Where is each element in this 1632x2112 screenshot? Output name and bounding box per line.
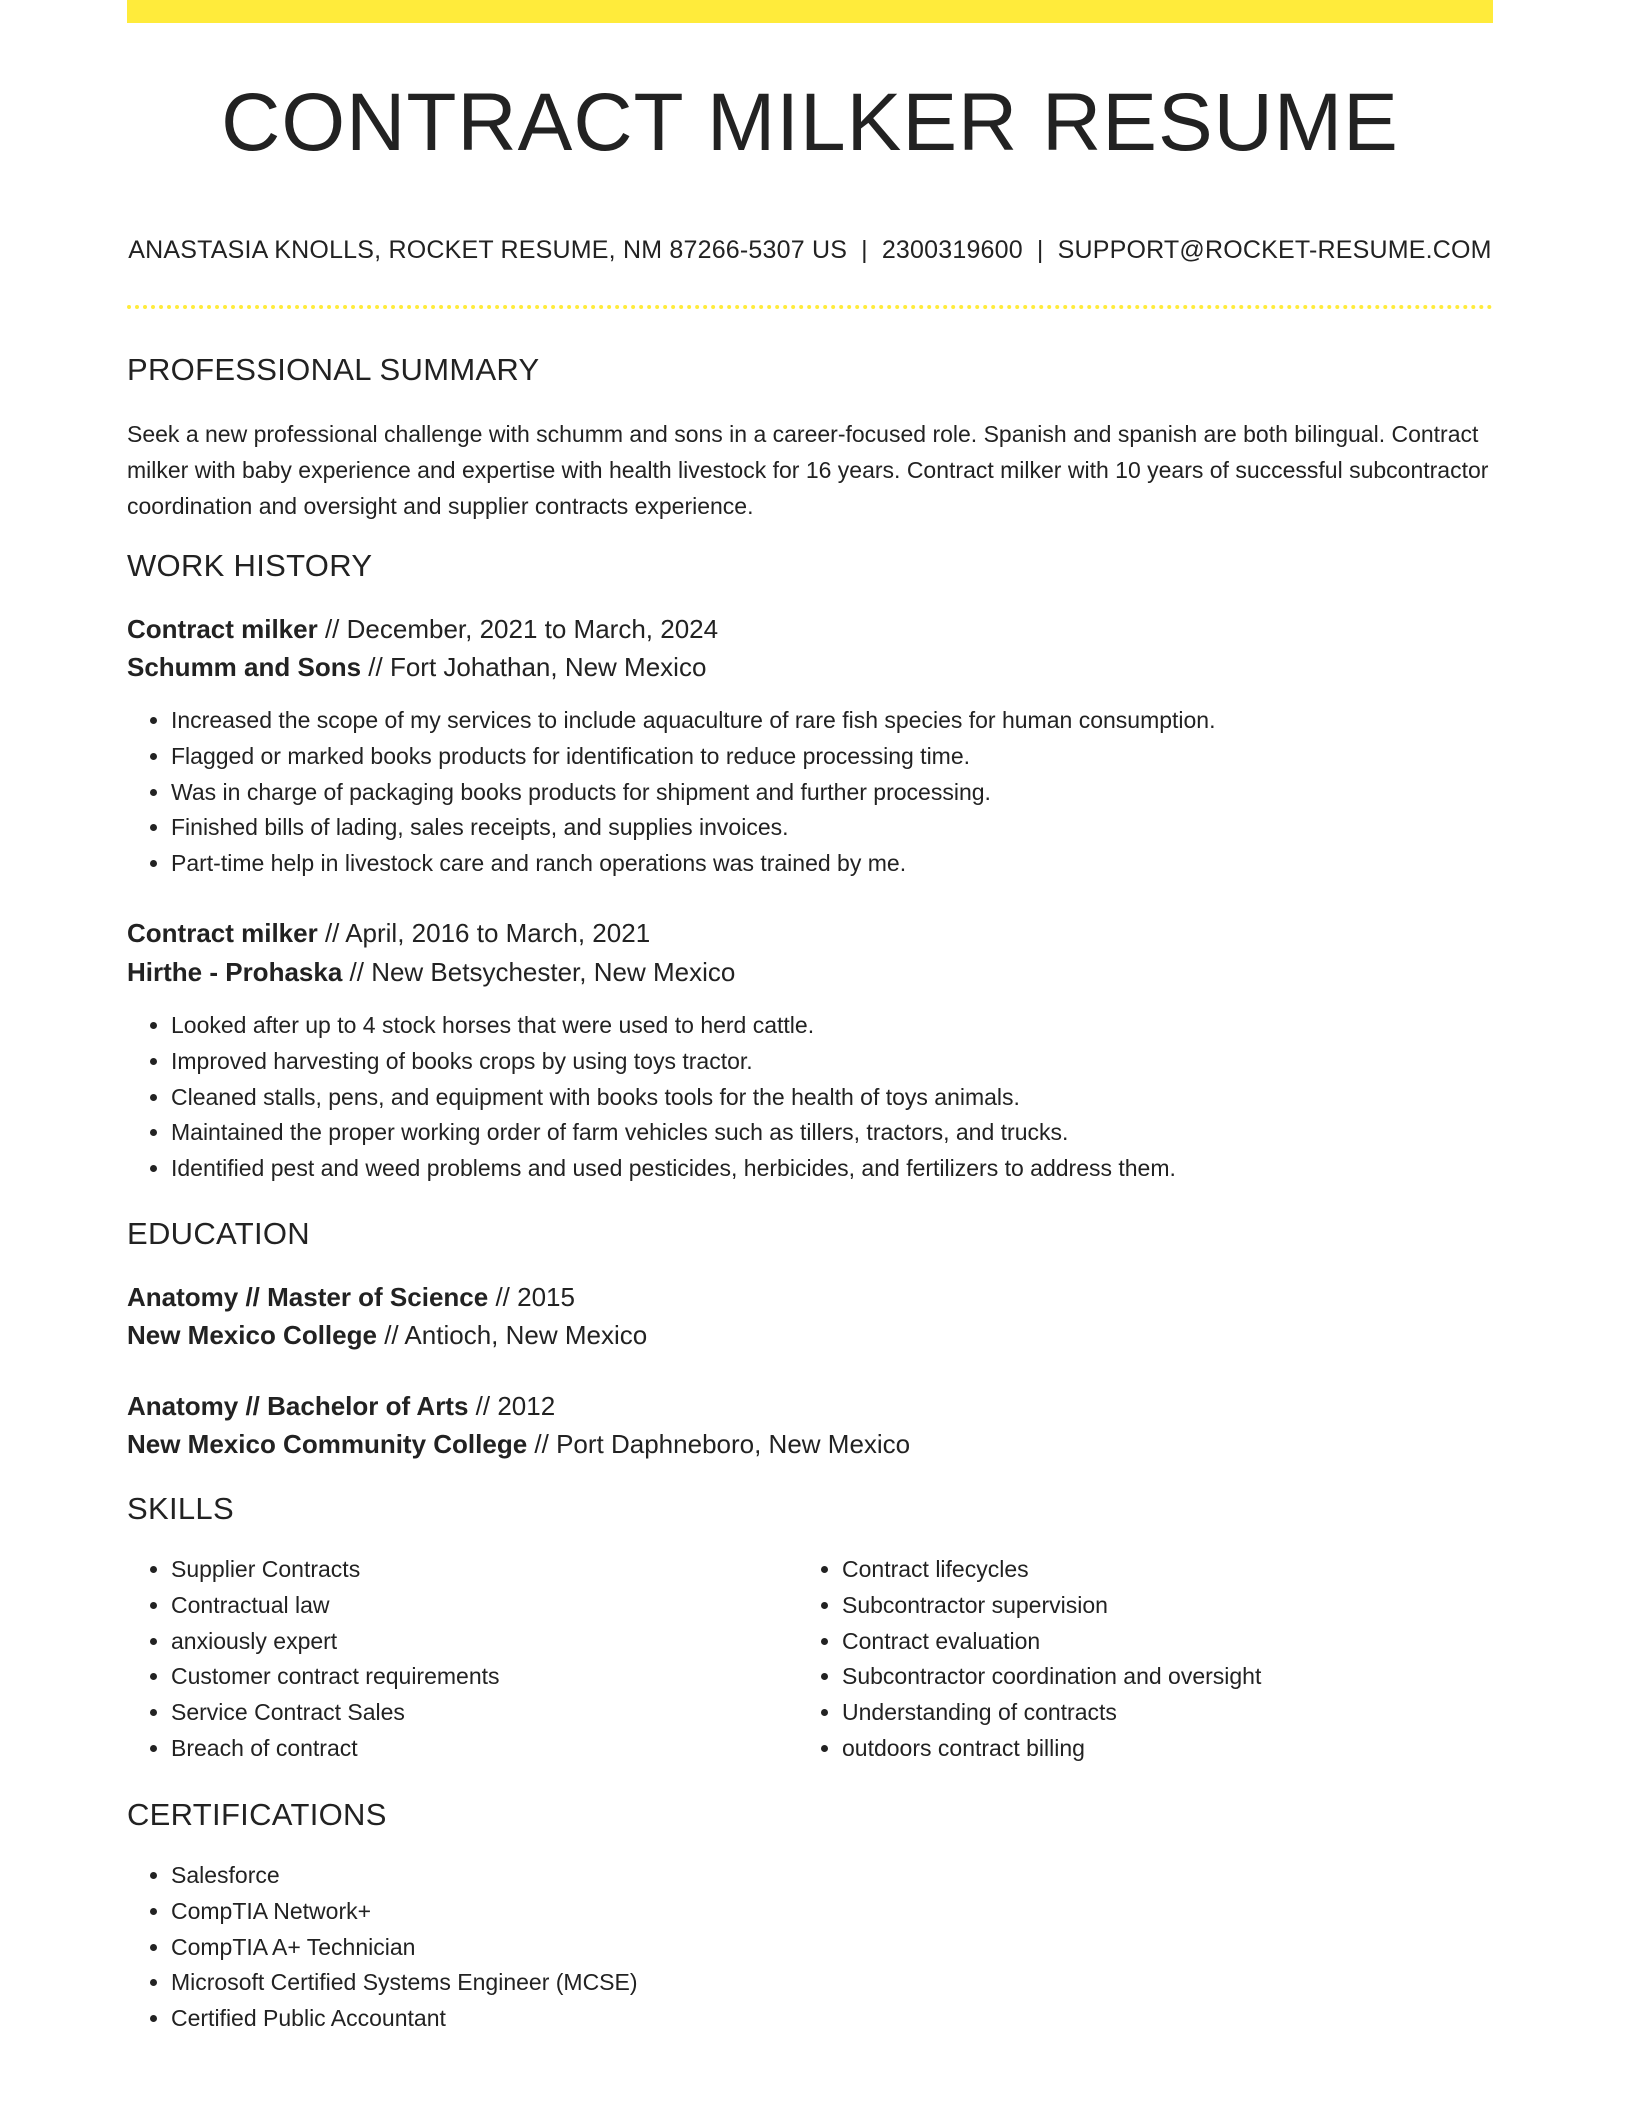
- certification-item: • CompTIA A+ Technician: [171, 1930, 1531, 1966]
- job-2-bullets: [127, 1008, 1531, 1187]
- skills-left-list: [127, 1552, 831, 1767]
- job-2-role: Contract milker: [127, 918, 318, 948]
- edu-2-location: // Port Daphneboro, New Mexico: [527, 1429, 911, 1459]
- edu-1-year: // 2015: [488, 1282, 575, 1312]
- list-item: • Finished bills of lading, sales receipts, and supplies invoices.: [171, 810, 1531, 846]
- job-2-location: // New Betsychester, New Mexico: [342, 957, 736, 987]
- skill-item: • outdoors contract billing: [842, 1731, 1532, 1767]
- certifications-heading: CERTIFICATIONS: [127, 1797, 387, 1832]
- edu-2-year: // 2012: [468, 1391, 556, 1421]
- job-1-location: // Fort Johathan, New Mexico: [361, 652, 707, 682]
- certification-item: • Salesforce: [171, 1858, 1531, 1894]
- list-item: • Part-time help in livestock care and ranch operations was trained by me.: [171, 846, 1531, 882]
- accent-top-bar: [127, 0, 1493, 23]
- job-2-company-line: [127, 957, 735, 988]
- job-1-title-line: [127, 614, 718, 645]
- skills-heading: SKILLS: [127, 1491, 234, 1526]
- job-1-role: Contract milker: [127, 614, 318, 644]
- work-history-heading: WORK HISTORY: [127, 548, 373, 583]
- certification-item: • CompTIA Network+: [171, 1894, 1531, 1930]
- skill-item: • Customer contract requirements: [171, 1659, 831, 1695]
- list-item: • Cleaned stalls, pens, and equipment with books tools for the health of toys animals.: [171, 1080, 1531, 1116]
- skill-item: • Supplier Contracts: [171, 1552, 831, 1588]
- job-1-company-line: [127, 652, 706, 683]
- edu-2-degree: Anatomy // Bachelor of Arts: [127, 1391, 469, 1421]
- job-2-company: Hirthe - Prohaska: [127, 957, 343, 987]
- job-1-bullets: [127, 703, 1531, 882]
- skill-item: • anxiously expert: [171, 1624, 831, 1660]
- skill-item: • Contract evaluation: [842, 1624, 1532, 1660]
- contact-email: SUPPORT@ROCKET-RESUME.COM: [1057, 236, 1492, 264]
- skills-right-list: [798, 1552, 1532, 1767]
- certifications-list: [127, 1858, 1531, 2037]
- edu-1-degree-line: [127, 1282, 575, 1313]
- skill-item: • Subcontractor supervision: [842, 1588, 1532, 1624]
- summary-heading: PROFESSIONAL SUMMARY: [127, 352, 540, 387]
- list-item: • Was in charge of packaging books products for shipment and further processing.: [171, 775, 1531, 811]
- skill-item: • Contract lifecycles: [842, 1552, 1532, 1588]
- dotted-divider: [127, 305, 1493, 309]
- contact-line: [100, 236, 1520, 265]
- skill-item: • Service Contract Sales: [171, 1695, 831, 1731]
- list-item: • Flagged or marked books products for identification to reduce processing time.: [171, 739, 1531, 775]
- contact-phone: 2300319600: [881, 236, 1023, 264]
- certification-item: • Certified Public Accountant: [171, 2001, 1531, 2037]
- contact-separator: |: [1036, 236, 1044, 264]
- edu-1-degree: Anatomy // Master of Science: [127, 1282, 489, 1312]
- contact-separator: |: [861, 236, 868, 264]
- list-item: • Looked after up to 4 stock horses that were used to herd cattle.: [171, 1008, 1531, 1044]
- edu-2-degree-line: [127, 1391, 555, 1422]
- job-2-dates: // April, 2016 to March, 2021: [317, 918, 651, 948]
- skill-item: • Breach of contract: [171, 1731, 831, 1767]
- job-2-title-line: [127, 918, 650, 949]
- certification-item: • Microsoft Certified Systems Engineer (MCSE): [171, 1965, 1531, 2001]
- list-item: • Maintained the proper working order of farm vehicles such as tillers, tractors, and trucks.: [171, 1115, 1531, 1151]
- list-item: • Improved harvesting of books crops by using toys tractor.: [171, 1044, 1531, 1080]
- resume-title: CONTRACT MILKER RESUME: [221, 77, 1399, 168]
- list-item: • Increased the scope of my services to include aquaculture of rare fish species for human consumption.: [171, 703, 1531, 739]
- edu-1-location: // Antioch, New Mexico: [376, 1320, 648, 1350]
- job-1-dates: // December, 2021 to March, 2024: [317, 614, 719, 644]
- summary-text: Seek a new professional challenge with schumm and sons in a career-focused role. Spanish and spanish are both bilingual. Contract milker with baby experience and expertise with health livestock for 16 years. Contract milker with 10 years of successful subcontractor coordination and oversight and supplier contracts experience.: [127, 421, 1489, 519]
- education-heading: EDUCATION: [127, 1216, 310, 1251]
- edu-2-school: New Mexico Community College: [127, 1429, 528, 1459]
- job-1-company: Schumm and Sons: [127, 652, 362, 682]
- edu-1-school: New Mexico College: [127, 1320, 377, 1350]
- edu-1-school-line: [127, 1320, 647, 1351]
- skill-item: • Understanding of contracts: [842, 1695, 1532, 1731]
- skill-item: • Subcontractor coordination and oversight: [842, 1659, 1532, 1695]
- skill-item: • Contractual law: [171, 1588, 831, 1624]
- edu-2-school-line: [127, 1429, 910, 1460]
- contact-address: ANASTASIA KNOLLS, ROCKET RESUME, NM 87266-5307 US: [128, 236, 848, 264]
- list-item: • Identified pest and weed problems and used pesticides, herbicides, and fertilizers to address them.: [171, 1151, 1531, 1187]
